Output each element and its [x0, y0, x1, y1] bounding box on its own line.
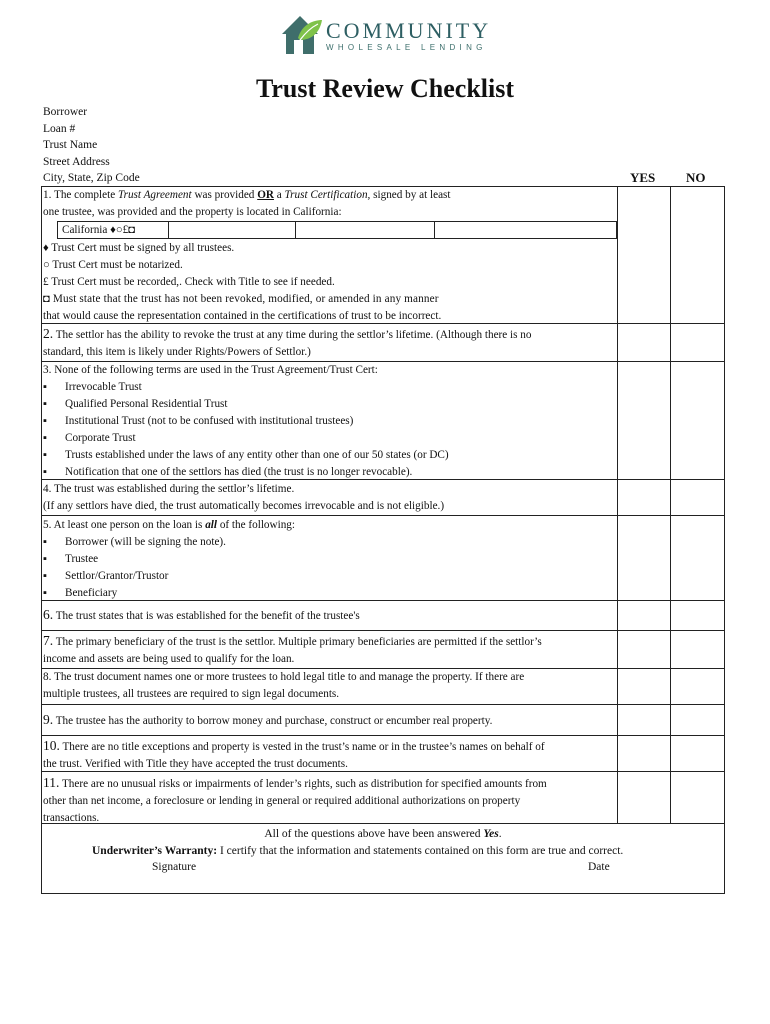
city-state-zip-label: City, State, Zip Code — [43, 172, 140, 184]
underwriter-warranty: Underwriter’s Warranty: I certify that the information and statements contained on this form are true and correct. — [92, 845, 624, 857]
item-4: 4. The trust was established during the settlor’s lifetime. (If any settlors have died, the trust automatically becomes irrevocable and is not eligible.) — [43, 483, 445, 512]
row-divider — [41, 515, 725, 516]
item-11: 11. There are no unusual risks or impairments of lender’s rights, such as distribution for specified amounts from other than net income, a foreclosure or lending in general or required additional authorizations on property transactions. — [43, 775, 547, 824]
item-2: 2. The settlor has the ability to revoke the trust at any time during the settlor’s lifetime. (Although there is no standard, this item is likely under Rights/Powers of Settlor.) — [43, 326, 532, 358]
item-8: 8. The trust document names one or more trustees to hold legal title to and manage the property. If there are multiple trustees, all trustees are required to sign legal documents. — [43, 671, 525, 700]
date-label: Date — [588, 861, 610, 873]
item-5: 5. At least one person on the loan is all of the following: ▪ Borrower (will be signing the note). ▪ Trustee ▪ Settlor/Grantor/Trustor ▪ Beneficiary — [43, 519, 296, 599]
item-10: 10. There are no title exceptions and property is vested in the trust’s name or in the trustee’s names on behalf of the trust. Verified with Title they have accepted the trust documents. — [43, 738, 545, 770]
no-column-header: NO — [686, 170, 706, 185]
company-logo — [278, 10, 498, 58]
item-1: 1. The complete Trust Agreement was provided OR a Trust Certification, signed by at least one trustee, was provided and the property is located in California: — [43, 189, 451, 218]
answered-statement: All of the questions above have been answered Yes. — [264, 828, 502, 840]
item-7: 7. The primary beneficiary of the trust is the settlor. Multiple primary beneficiaries are permitted if the settlor’s income and assets are being used to qualify for the loan. — [43, 633, 542, 665]
loan-number-label: Loan # — [43, 123, 76, 135]
item-6: 6. The trust states that is was established for the benefit of the trustee's — [43, 607, 360, 622]
california-label: California ♦○£◘ — [62, 224, 135, 236]
row-divider — [41, 735, 725, 736]
signature-label: Signature — [152, 861, 197, 873]
yes-checkbox-1[interactable] — [618, 187, 670, 323]
california-field[interactable] — [57, 221, 617, 239]
logo-name: COMMUNITY — [326, 18, 492, 43]
borrower-label: Borrower — [43, 106, 88, 118]
no-checkbox-1[interactable] — [671, 187, 724, 323]
item-3: 3. None of the following terms are used in the Trust Agreement/Trust Cert: ▪ Irrevocable Trust ▪ Qualified Personal Residential Trust ▪ Institutional Trust (not to be confused with institutional trustees) ▪ Corporate Trust ▪ Trusts established under the laws of any entity other than one of our 50 states (or DC) ▪ Notification that one of the settlors has died (the trust is no longer revocable). — [43, 364, 449, 478]
yes-column-header: YES — [630, 170, 656, 185]
page-title: Trust Review Checklist — [255, 74, 515, 103]
street-address-label: Street Address — [43, 156, 110, 168]
row-divider — [41, 704, 725, 705]
logo-tagline: WHOLESALE LENDING — [326, 43, 487, 52]
house-leaf-icon — [278, 10, 324, 58]
item-1-notes: ♦ Trust Cert must be signed by all trustees. ○ Trust Cert must be notarized. £ Trust Cert must be recorded,. Check with Title to see if needed. ◘ Must state that the trust has not been revoked, modified, or amended in any manner that would cause the representation contained in the certifications of trust to be incorrect. — [43, 242, 442, 322]
trust-name-label: Trust Name — [43, 139, 98, 151]
row-divider — [41, 630, 725, 631]
item-9: 9. The trustee has the authority to borrow money and purchase, construct or encumber real property. — [43, 712, 493, 727]
